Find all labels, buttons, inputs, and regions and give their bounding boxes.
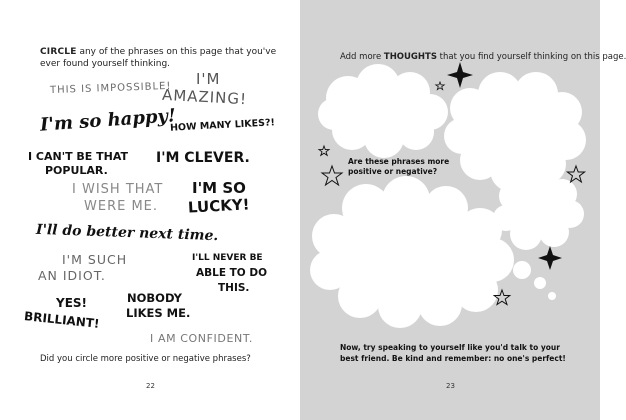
phrase-how-many-likes[interactable]: HOW MANY LIKES?!	[169, 117, 276, 134]
phrase-nobody[interactable]: NOBODY	[127, 291, 182, 305]
left-question: Did you circle more positive or negative phrases?	[40, 354, 251, 364]
phrase-amazing[interactable]: AMAZING!	[161, 85, 248, 109]
circle-word: CIRCLE	[40, 47, 77, 57]
right-instruction	[340, 52, 626, 62]
bubble-large	[513, 261, 531, 279]
phrase-likes-me[interactable]: LIKES ME.	[126, 306, 191, 320]
phrase-im-such[interactable]: I'M SUCH	[62, 252, 128, 267]
star-icon	[538, 246, 562, 270]
phrase-lucky[interactable]: LUCKY!	[187, 195, 250, 217]
phrase-able-to-do[interactable]: ABLE TO DO	[196, 267, 268, 279]
closing-message: Now, try speaking to yourself like you'd talk to your best friend. Be kind and remember: no one's perfect!	[340, 343, 566, 363]
right-instruction-post: that you find yourself thinking on this page.	[436, 52, 626, 62]
phrase-cant-be-that[interactable]: I CAN'T BE THAT	[28, 150, 129, 163]
phrase-ill-do-better[interactable]: I'll do better next time.	[35, 221, 219, 245]
thought-cloud-4[interactable]	[310, 176, 514, 328]
star-outline-icon	[436, 82, 444, 90]
thought-cloud-1[interactable]	[318, 64, 448, 158]
cloud-question: Are these phrases more positive or negative?	[348, 157, 450, 176]
phrase-brilliant[interactable]: BRILLIANT!	[23, 309, 101, 331]
page-number-right: 23	[446, 382, 455, 390]
bubble-medium	[534, 277, 546, 289]
phrase-ill-never-be[interactable]: I'LL NEVER BE	[192, 253, 263, 263]
phrase-im[interactable]: I'M	[196, 70, 221, 88]
right-page	[300, 0, 626, 420]
phrase-this-is-impossible[interactable]: THIS IS IMPOSSIBLE!	[49, 80, 172, 97]
phrase-popular[interactable]: POPULAR.	[45, 164, 108, 177]
bubble-small	[548, 292, 556, 300]
phrase-i-am-confident[interactable]: I AM CONFIDENT.	[150, 332, 253, 345]
phrase-im-so[interactable]: I'M SO	[192, 179, 246, 197]
phrase-im-clever[interactable]: I'M CLEVER.	[156, 150, 250, 166]
phrase-were-me[interactable]: WERE ME.	[84, 199, 159, 214]
thought-cloud-2[interactable]	[444, 72, 586, 192]
phrase-yes[interactable]: YES!	[56, 296, 88, 310]
thoughts-word: THOUGHTS	[383, 52, 437, 62]
star-icon	[447, 62, 473, 88]
star-outline-icon	[319, 146, 329, 155]
phrase-i-wish-that[interactable]: I WISH THAT	[72, 182, 164, 197]
right-instruction-pre: Add more	[340, 52, 384, 62]
left-instruction-text: any of the phrases on this page that you've ever found yourself thinking.	[40, 47, 277, 69]
left-instruction	[40, 46, 280, 70]
phrase-im-so-happy[interactable]: I'm so happy!	[39, 105, 177, 136]
page-number-left: 22	[146, 382, 155, 390]
phrase-this[interactable]: THIS.	[218, 282, 250, 294]
star-outline-icon	[322, 166, 342, 185]
left-page	[0, 0, 300, 420]
star-outline-icon	[567, 166, 584, 182]
phrase-an-idiot[interactable]: AN IDIOT.	[38, 268, 106, 283]
